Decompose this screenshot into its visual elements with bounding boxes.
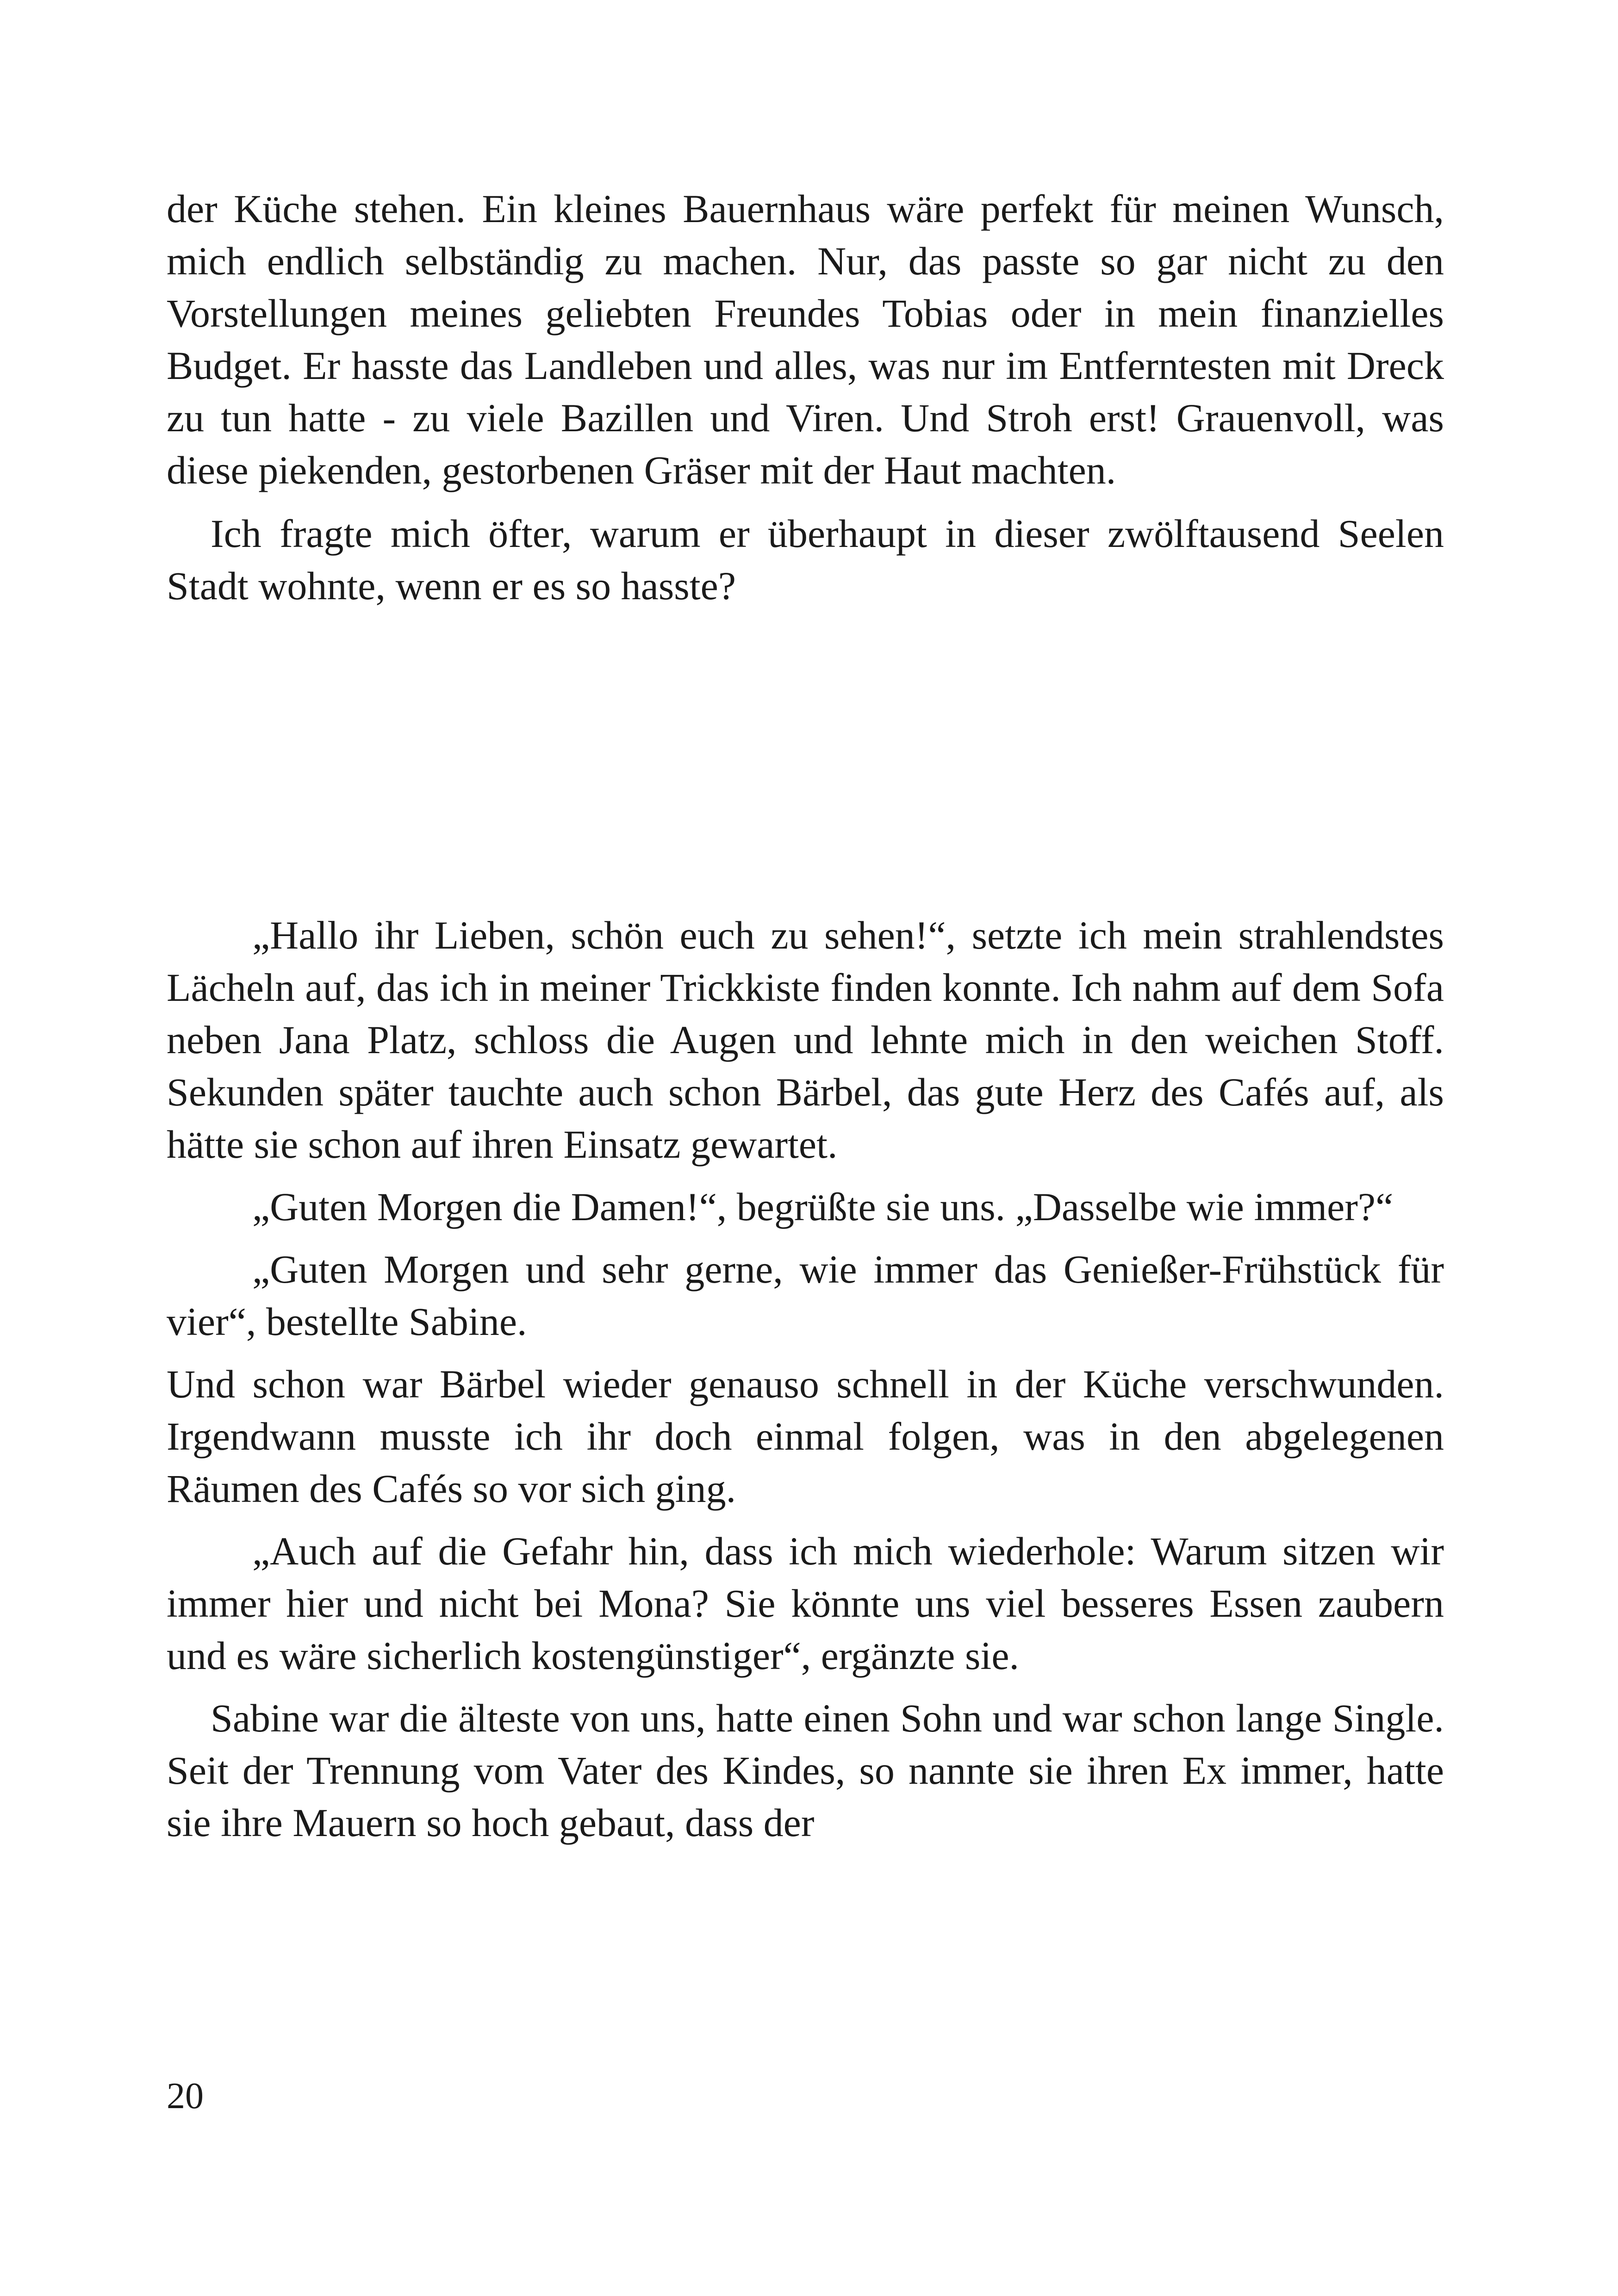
paragraph-question: Ich fragte mich öfter, warum er überhaupt in dieser zwölftausend Seelen Stadt wohnte, wenn er es so hasste? [167, 511, 1444, 608]
page-number: 20 [167, 2076, 204, 2116]
paragraph-order: „Guten Morgen und sehr gerne, wie immer das Genießer-Frühstück für vier“, bestellte Sabine. [167, 1247, 1444, 1344]
paragraph-continuation: der Küche stehen. Ein kleines Bauernhaus wäre perfekt für meinen Wunsch, mich endlich selbständig zu machen. Nur, das passte so gar nicht zu den Vorstellungen meines geliebten Freundes Tobias oder in mein finanzielles Budget. Er hasste das Landleben und alles, was nur im Entferntesten mit Dreck zu tun hatte - zu viele Bazillen und Viren. Und Stroh erst! Grauenvoll, was diese piekenden, gestorbenen Gräser mit der Haut machten. [167, 186, 1444, 492]
text-section-top [167, 183, 1444, 612]
paragraph-sabine: Sabine war die älteste von uns, hatte einen Sohn und war schon lange Single. Seit der Trennung vom Vater des Kindes, so nannte sie ihren Ex immer, hatte sie ihre Mauern so hoch gebaut, dass der [167, 1696, 1444, 1845]
paragraph-baerbel-greeting: „Guten Morgen die Damen!“, begrüßte sie uns. „Dasselbe wie immer?“ [252, 1185, 1394, 1229]
paragraph-kitchen: Und schon war Bärbel wieder genauso schnell in der Küche verschwunden. Irgendwann musste ich ihr doch einmal folgen, was in den abgelegenen Räumen des Cafés so vor sich ging. [167, 1362, 1444, 1511]
text-section-scene [167, 909, 1444, 1849]
paragraph-mona: „Auch auf die Gefahr hin, dass ich mich wiederhole: Warum sitzen wir immer hier und nicht bei Mona? Sie könnte uns viel besseres Essen zaubern und es wäre sicherlich kostengünstiger“, ergänzte sie. [167, 1529, 1444, 1678]
paragraph-greeting: „Hallo ihr Lieben, schön euch zu sehen!“, setzte ich mein strahlendstes Lächeln auf, das ich in meiner Trickkiste finden konnte. Ich nahm auf dem Sofa neben Jana Platz, schloss die Augen und lehnte mich in den weichen Stoff. Sekunden später tauchte auch schon Bärbel, das gute Herz des Cafés auf, als hätte sie schon auf ihren Einsatz gewartet. [167, 913, 1444, 1167]
